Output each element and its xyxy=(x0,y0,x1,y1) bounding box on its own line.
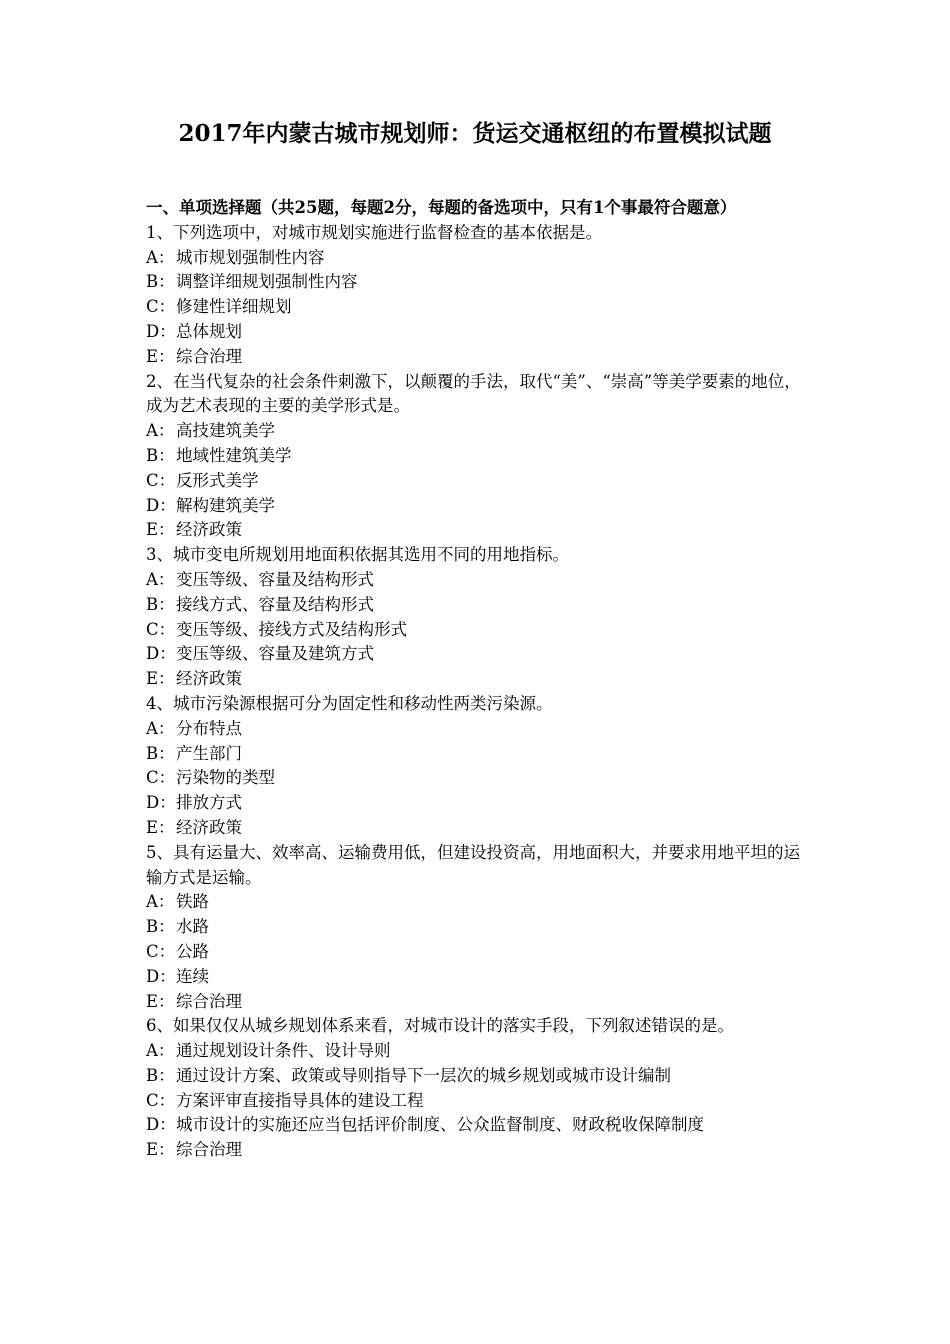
answer-option xyxy=(146,1039,810,1064)
option-letter: B： xyxy=(146,743,175,763)
option-letter: B： xyxy=(146,272,175,292)
option-text: 通过设计方案、政策或导则指导下一层次的城乡规划或城市设计编制 xyxy=(176,1065,671,1085)
option-letter: A： xyxy=(146,569,175,589)
answer-option xyxy=(146,717,810,742)
option-letter: B： xyxy=(146,594,175,614)
option-text: 综合治理 xyxy=(176,1140,242,1160)
option-letter: D： xyxy=(146,1115,176,1135)
question-4 xyxy=(146,692,810,841)
option-letter: E： xyxy=(146,346,175,366)
answer-option xyxy=(146,742,810,767)
answer-option xyxy=(146,890,810,915)
option-text: 经济政策 xyxy=(176,520,242,540)
option-letter: E： xyxy=(146,520,175,540)
option-letter: C： xyxy=(146,619,176,639)
answer-option xyxy=(146,766,810,791)
option-text: 反形式美学 xyxy=(176,470,259,490)
option-letter: E： xyxy=(146,817,175,837)
option-text: 经济政策 xyxy=(176,817,242,837)
option-text: 连续 xyxy=(176,966,209,986)
answer-option xyxy=(146,419,810,444)
option-text: 修建性详细规划 xyxy=(176,297,292,317)
answer-option xyxy=(146,295,810,320)
option-text: 高技建筑美学 xyxy=(176,421,275,441)
option-text: 经济政策 xyxy=(176,669,242,689)
option-letter: D： xyxy=(146,495,176,515)
option-text: 产生部门 xyxy=(176,743,242,763)
option-letter: E： xyxy=(146,1140,175,1160)
option-letter: D： xyxy=(146,321,176,341)
option-letter: D： xyxy=(146,966,176,986)
answer-option xyxy=(146,940,810,965)
option-text: 地域性建筑美学 xyxy=(176,445,292,465)
answer-option xyxy=(146,593,810,618)
answer-option xyxy=(146,618,810,643)
option-letter: C： xyxy=(146,1090,176,1110)
option-text: 分布特点 xyxy=(176,718,242,738)
question-stem: 3、城市变电所规划用地面积依据其选用不同的用地指标。 xyxy=(146,545,569,565)
answer-option xyxy=(146,345,810,370)
question-stem: 2、在当代复杂的社会条件刺激下，以颠覆的手法，取代“美”、“崇高”等美学要素的地位，成为艺术表现的主要的美学形式是。 xyxy=(146,371,801,416)
option-letter: B： xyxy=(146,1065,175,1085)
document-title: 2017年内蒙古城市规划师：货运交通枢纽的布置模拟试题 xyxy=(178,120,772,147)
answer-option xyxy=(146,667,810,692)
option-text: 总体规划 xyxy=(176,321,242,341)
question-3 xyxy=(146,543,810,692)
answer-option xyxy=(146,320,810,345)
answer-option xyxy=(146,469,810,494)
answer-option xyxy=(146,816,810,841)
option-text: 通过规划设计条件、设计导则 xyxy=(176,1041,391,1061)
question-stem: 6、如果仅仅从城乡规划体系来看，对城市设计的落实手段，下列叙述错误的是。 xyxy=(146,1016,734,1036)
answer-option xyxy=(146,1138,810,1163)
option-letter: A： xyxy=(146,718,175,738)
answer-option xyxy=(146,791,810,816)
option-text: 调整详细规划强制性内容 xyxy=(176,272,358,292)
option-letter: A： xyxy=(146,1041,175,1061)
question-5 xyxy=(146,841,810,1015)
question-stem: 1、下列选项中，对城市规划实施进行监督检查的基本依据是。 xyxy=(146,222,602,242)
option-text: 变压等级、容量及结构形式 xyxy=(176,569,374,589)
option-letter: C： xyxy=(146,768,176,788)
question-list xyxy=(146,221,810,1163)
question-1 xyxy=(146,221,810,370)
option-text: 公路 xyxy=(176,941,209,961)
section-heading: 一、单项选择题（共25题，每题2分，每题的备选项中，只有1个事最符合题意） xyxy=(146,198,737,217)
answer-option xyxy=(146,990,810,1015)
answer-option xyxy=(146,642,810,667)
answer-option xyxy=(146,270,810,295)
option-letter: A： xyxy=(146,247,175,267)
option-text: 解构建筑美学 xyxy=(176,495,275,515)
option-text: 城市设计的实施还应当包括评价制度、公众监督制度、财政税收保障制度 xyxy=(176,1115,704,1135)
option-text: 水路 xyxy=(176,917,209,937)
option-letter: C： xyxy=(146,470,176,490)
option-letter: C： xyxy=(146,297,176,317)
option-letter: E： xyxy=(146,991,175,1011)
answer-option xyxy=(146,444,810,469)
answer-option xyxy=(146,1064,810,1089)
option-letter: A： xyxy=(146,421,175,441)
question-stem: 4、城市污染源根据可分为固定性和移动性两类污染源。 xyxy=(146,693,553,713)
option-letter: B： xyxy=(146,445,175,465)
option-letter: D： xyxy=(146,644,176,664)
option-text: 综合治理 xyxy=(176,346,242,366)
question-stem: 5、具有运量大、效率高、运输费用低，但建设投资高，用地面积大，并要求用地平坦的运输方式是运输。 xyxy=(146,842,800,887)
option-letter: D： xyxy=(146,793,176,813)
option-text: 方案评审直接指导具体的建设工程 xyxy=(176,1090,424,1110)
option-letter: E： xyxy=(146,669,175,689)
option-text: 综合治理 xyxy=(176,991,242,1011)
answer-option xyxy=(146,965,810,990)
answer-option xyxy=(146,518,810,543)
option-letter: B： xyxy=(146,917,175,937)
option-text: 污染物的类型 xyxy=(176,768,275,788)
option-letter: C： xyxy=(146,941,176,961)
option-text: 城市规划强制性内容 xyxy=(176,247,325,267)
answer-option xyxy=(146,1089,810,1114)
question-2 xyxy=(146,370,810,544)
answer-option xyxy=(146,246,810,271)
question-6 xyxy=(146,1014,810,1163)
option-text: 排放方式 xyxy=(176,793,242,813)
option-text: 接线方式、容量及结构形式 xyxy=(176,594,374,614)
document-body xyxy=(146,196,810,1163)
option-text: 变压等级、接线方式及结构形式 xyxy=(176,619,407,639)
answer-option xyxy=(146,1113,810,1138)
answer-option xyxy=(146,568,810,593)
option-text: 变压等级、容量及建筑方式 xyxy=(176,644,374,664)
answer-option xyxy=(146,915,810,940)
option-text: 铁路 xyxy=(176,892,209,912)
option-letter: A： xyxy=(146,892,175,912)
answer-option xyxy=(146,494,810,519)
